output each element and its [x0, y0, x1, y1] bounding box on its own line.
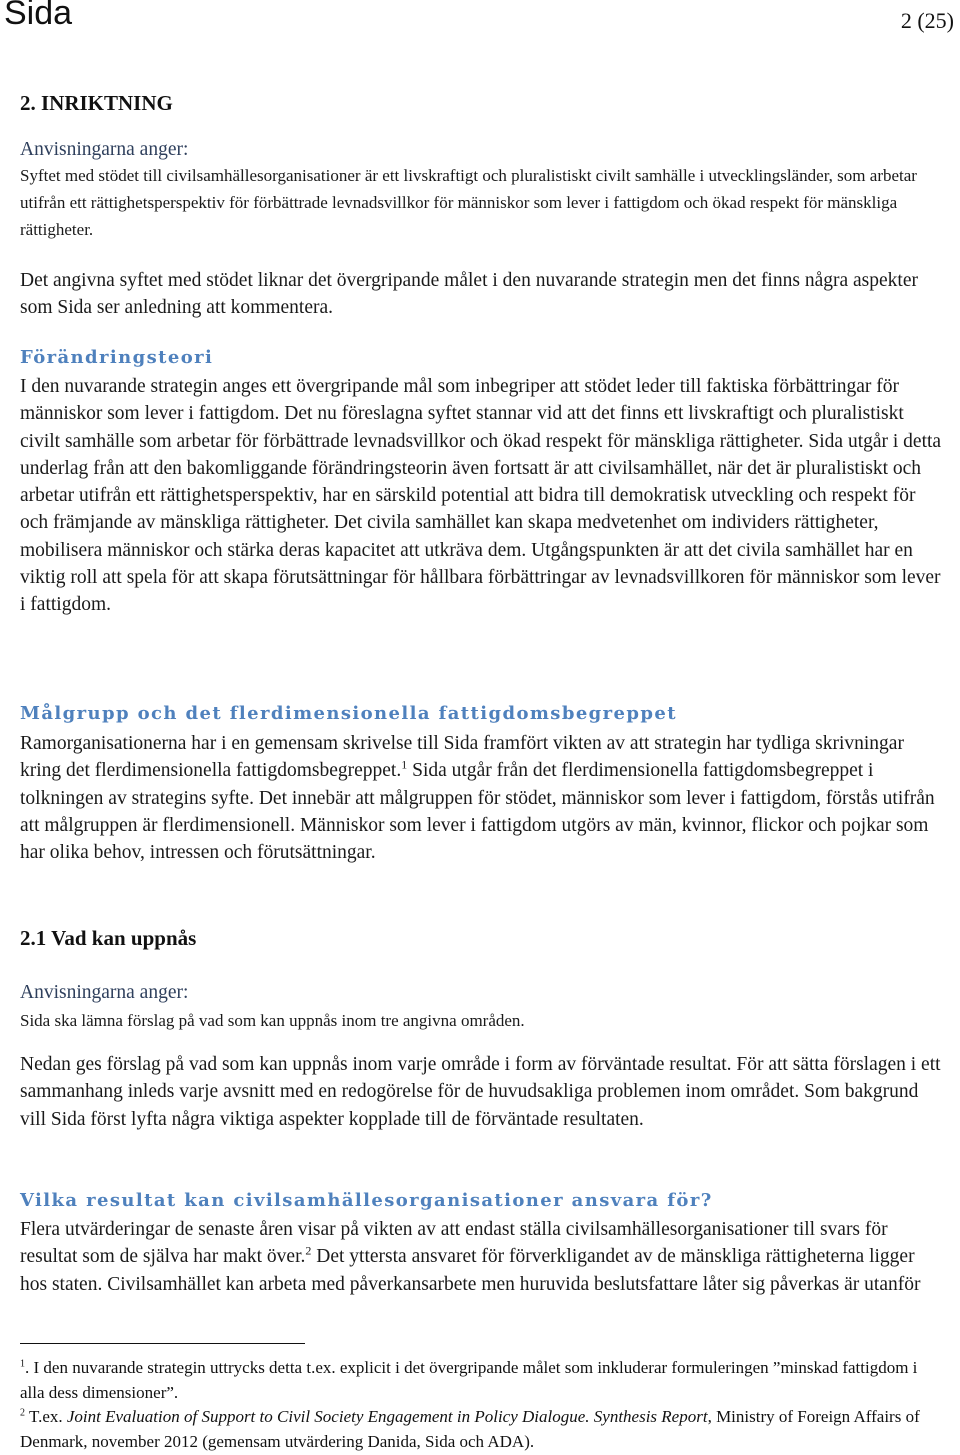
footnote-ref-2: 2 [305, 1243, 312, 1258]
subsection-number: 2.1 [20, 926, 47, 950]
anvisningar-label: Anvisningarna anger: [20, 139, 189, 160]
footnote-2-title: Joint Evaluation of Support to Civil Society Engagement in Policy Dialogue. Synthesis Report [66, 1407, 708, 1426]
angivna-paragraph: Det angivna syftet med stödet liknar det övergripande målet i den nuvarande strategin men det finns några aspekter som Sida ser anledning att kommentera. [20, 270, 918, 319]
footnote-2-prefix: T.ex. [25, 1407, 67, 1426]
syfte-paragraph: Syftet med stödet till civilsamhällesorganisationer är ett livskraftigt och pluralistiskt civilt samhälle i utvecklingsländer, som arbetar utifrån ett rättighetsperspektiv för förbättrade levnadsvillkor för människor som lever i fattigdom och ökad respekt för mänskliga rättigheter. [20, 166, 917, 239]
footnote-divider [20, 1343, 305, 1344]
section-title: INRIKTNING [41, 91, 173, 115]
subsection-heading [20, 926, 196, 951]
page-number: 2 (25) [900, 8, 954, 33]
malgrupp-text-a: Ramorganisationerna har i en gemensam skrivelse till Sida framfört vikten av att strategin har tydliga skrivningar kring det flerdimensionella fattigdomsbegreppet. [20, 733, 904, 782]
uppnas-anvisning: Sida ska lämna förslag på vad som kan uppnås inom tre angivna områden. [20, 1011, 525, 1030]
footnote-1 [20, 1356, 945, 1405]
footnote-2-mark: 2 [20, 1407, 25, 1419]
heading-malgrupp: Målgrupp och det flerdimensionella fattigdomsbegreppet [20, 703, 677, 724]
footnote-ref-1: 1 [401, 757, 408, 772]
flera-text-b: Det yttersta ansvaret för förverkligandet av de mänskliga rättigheterna ligger hos staten. Civilsamhället kan arbeta med påverkansarbete men huruvida beslutsfattare låter sig påverkas är utanför [20, 1246, 921, 1295]
forandringsteori-paragraph: I den nuvarande strategin anges ett övergripande mål som inbegriper att stödet leder till faktiska förbättringar för människor som lever i fattigdom. Det nu föreslagna syftet stannar vid att det finns ett livskraftigt och pluralistiskt civilt samhälle som arbetar för förbättrade levnadsvillkor och ökad respekt för mänskliga rättigheter. Sida utgår i detta underlag från att den bakomliggande förändringsteorin även fortsatt är att civilsamhället, när det är pluralistiskt och arbetar utifrån ett rättighetsperspektiv, har en särskild potential att bidra till demokratisk utveckling och respekt för och främjande av mänskliga rättigheter. Det civila samhället kan skapa medvetenhet om individers rättigheter, mobilisera människor och stärka deras kapacitet att utkräva dem. Utgångspunkten är att det civila samhället har en viktig roll att spela för att skapa förutsättningar för hållbara förbättringar av levnadsvillkoren för människor som lever i fattigdom. [20, 376, 942, 616]
footnote-1-mark: 1 [20, 1358, 25, 1370]
footnote-1-text: . I den nuvarande strategin uttrycks detta t.ex. explicit i det övergripande målet som inkluderar formuleringen ”minskad fattigdom i alla dess dimensioner”. [20, 1358, 918, 1402]
anvisningar-label-2: Anvisningarna anger: [20, 982, 189, 1003]
footnote-2 [20, 1405, 945, 1454]
subsection-title: Vad kan uppnås [51, 926, 197, 950]
heading-vilka-resultat: Vilka resultat kan civilsamhällesorganisationer ansvara för? [20, 1190, 713, 1211]
flera-text-a: Flera utvärderingar de senaste åren visar på vikten av att endast ställa civilsamhällesorganisationer till svars för resultat som de själva har makt över. [20, 1219, 888, 1268]
heading-forandringsteori: Förändringsteori [20, 347, 214, 368]
section-heading [20, 91, 173, 116]
malgrupp-text-b: Sida utgår från det flerdimensionella fattigdomsbegreppet i tolkningen av strategins syfte. Det innebär att målgruppen för stödet, människor som lever i fattigdom, förstås utifrån att målgruppen är flerdimensionell. Människor som lever i fattigdom utgörs av män, kvinnor, flickor och pojkar som har olika behov, intressen och förutsättningar. [20, 760, 935, 864]
footnote-2-suffix: , Ministry of Foreign Affairs of Denmark, november 2012 (gemensam utvärdering Danida, Sida och ADA). [20, 1407, 920, 1451]
malgrupp-paragraph [20, 730, 945, 866]
header-title: Sida [4, 0, 73, 32]
nedan-paragraph: Nedan ges förslag på vad som kan uppnås inom varje område i form av förväntade resultat. För att sätta förslagen i ett sammanhang inleds varje avsnitt med en redogörelse för de huvudsakliga problemen inom området. Som bakgrund vill Sida först lyfta några viktiga aspekter kopplade till de förväntade resultaten. [20, 1054, 941, 1130]
flera-paragraph [20, 1216, 945, 1298]
section-number: 2. [20, 91, 36, 115]
